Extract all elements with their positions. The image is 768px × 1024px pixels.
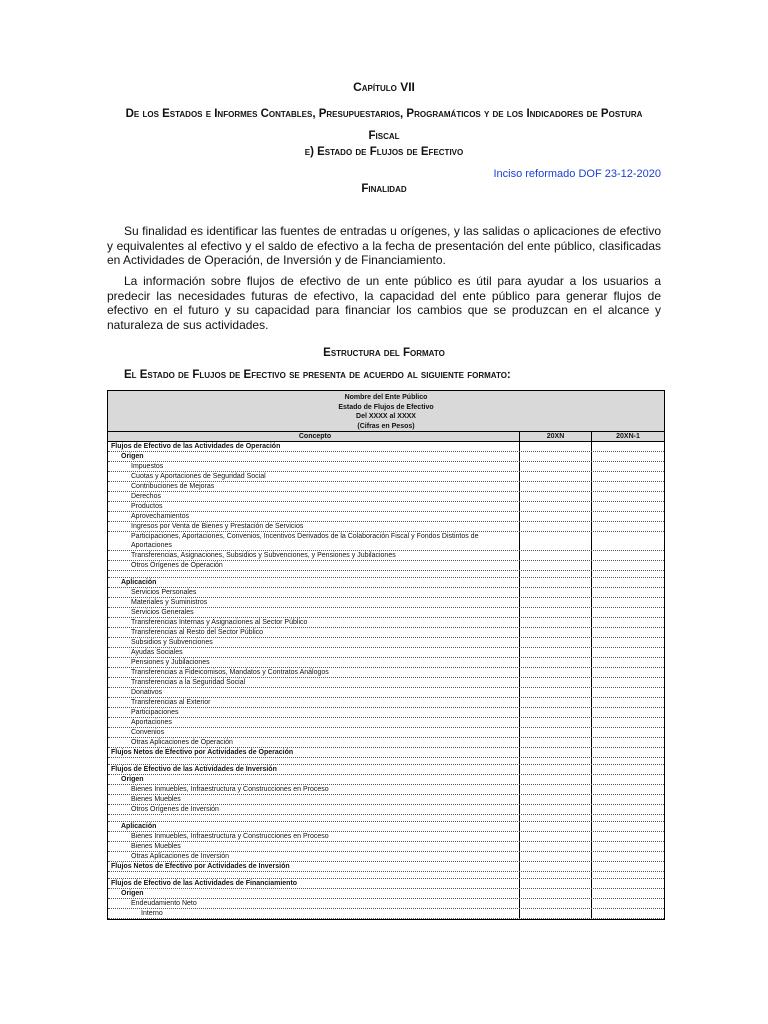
- table-row: [108, 889, 664, 899]
- table-row: [108, 899, 664, 909]
- year-cell: [520, 598, 592, 607]
- concept-cell: Flujos de Efectivo de las Actividades de Inversión: [108, 765, 520, 774]
- table-row: [108, 658, 664, 668]
- prev-year-cell: [592, 805, 664, 814]
- chapter-heading: Capítulo VII: [353, 80, 415, 94]
- table-row: [108, 571, 664, 578]
- prev-year-cell: [592, 842, 664, 851]
- year-cell: [520, 492, 592, 501]
- prev-year-cell: [592, 482, 664, 491]
- year-cell: [520, 758, 592, 764]
- year-cell: [520, 532, 592, 550]
- format-header: [108, 391, 664, 432]
- table-row: [108, 532, 664, 551]
- concept-cell: Interno: [108, 909, 520, 918]
- prev-year-cell: [592, 748, 664, 757]
- concept-cell: Cuotas y Aportaciones de Seguridad Social: [108, 472, 520, 481]
- table-row: [108, 822, 664, 832]
- table-row: [108, 618, 664, 628]
- format-intro: El Estado de Flujos de Efectivo se presenta de acuerdo al siguiente formato:: [124, 369, 511, 381]
- prev-year-cell: [592, 785, 664, 794]
- year-cell: [520, 698, 592, 707]
- year-cell: [520, 832, 592, 841]
- table-row: [108, 482, 664, 492]
- prev-year-cell: [592, 462, 664, 471]
- table-row: [108, 832, 664, 842]
- cash-flow-format-table: [107, 390, 665, 920]
- year-cell: [520, 765, 592, 774]
- section-subtitle: e) Estado de Flujos de Efectivo: [304, 146, 464, 158]
- table-row: [108, 628, 664, 638]
- table-row: [108, 472, 664, 482]
- year-cell: [520, 785, 592, 794]
- concept-cell: Bienes Muebles: [108, 842, 520, 851]
- prev-year-cell: [592, 648, 664, 657]
- table-row: [108, 598, 664, 608]
- reform-note: Inciso reformado DOF 23-12-2020: [493, 168, 661, 180]
- year-cell: [520, 708, 592, 717]
- year-cell: [520, 805, 592, 814]
- prev-year-cell: [592, 899, 664, 908]
- table-row: [108, 765, 664, 775]
- prev-year-cell: [592, 678, 664, 687]
- concept-cell: Flujos Netos de Efectivo por Actividades de Inversión: [108, 862, 520, 871]
- prev-year-cell: [592, 889, 664, 898]
- concept-cell: Aplicación: [108, 578, 520, 587]
- table-row: [108, 795, 664, 805]
- prev-year-cell: [592, 551, 664, 560]
- table-row: [108, 668, 664, 678]
- concept-cell: Materiales y Suministros: [108, 598, 520, 607]
- year-cell: [520, 472, 592, 481]
- year-cell: [520, 462, 592, 471]
- prev-year-cell: [592, 728, 664, 737]
- prev-year-cell: [592, 628, 664, 637]
- concept-cell: Derechos: [108, 492, 520, 501]
- prev-year-cell: [592, 862, 664, 871]
- table-row: [108, 785, 664, 795]
- concept-cell: Ayudas Sociales: [108, 648, 520, 657]
- concept-cell: Participaciones, Aportaciones, Convenios, Incentivos Derivados de la Colaboración Fiscal y Fondos Distintos de Aportaciones: [108, 532, 520, 550]
- concept-cell: Flujos de Efectivo de las Actividades de Operación: [108, 442, 520, 451]
- table-row: [108, 775, 664, 785]
- table-row: [108, 879, 664, 889]
- table-row: [108, 815, 664, 822]
- year-cell: [520, 668, 592, 677]
- prev-year-cell: [592, 688, 664, 697]
- table-row: [108, 678, 664, 688]
- table-row: [108, 462, 664, 472]
- prev-year-cell: [592, 492, 664, 501]
- prev-year-column-header: 20XN-1: [616, 433, 640, 440]
- concept-cell: Origen: [108, 775, 520, 784]
- table-row: [108, 442, 664, 452]
- concept-cell: Otras Aplicaciones de Inversión: [108, 852, 520, 861]
- prev-year-cell: [592, 765, 664, 774]
- table-row: [108, 502, 664, 512]
- prev-year-cell: [592, 815, 664, 821]
- concept-cell: Origen: [108, 452, 520, 461]
- prev-year-cell: [592, 738, 664, 747]
- table-row: [108, 452, 664, 462]
- table-row: [108, 561, 664, 571]
- table-row: [108, 805, 664, 815]
- table-row: [108, 872, 664, 879]
- prev-year-cell: [592, 758, 664, 764]
- concept-cell: Otros Orígenes de Operación: [108, 561, 520, 570]
- table-row: [108, 688, 664, 698]
- prev-year-cell: [592, 718, 664, 727]
- concept-cell: [108, 571, 520, 577]
- year-cell: [520, 658, 592, 667]
- concept-cell: Transferencias a Fideicomisos, Mandatos y Contratos Análogos: [108, 668, 520, 677]
- year-cell: [520, 452, 592, 461]
- table-row: [108, 588, 664, 598]
- concept-cell: Otras Aplicaciones de Operación: [108, 738, 520, 747]
- year-cell: [520, 608, 592, 617]
- column-header-row: [108, 432, 664, 442]
- table-row: [108, 648, 664, 658]
- prev-year-cell: [592, 532, 664, 550]
- table-row: [108, 522, 664, 532]
- year-cell: [520, 872, 592, 878]
- concept-cell: Aportaciones: [108, 718, 520, 727]
- year-cell: [520, 852, 592, 861]
- prev-year-cell: [592, 472, 664, 481]
- prev-year-cell: [592, 618, 664, 627]
- table-row: [108, 909, 664, 919]
- year-cell: [520, 775, 592, 784]
- year-cell: [520, 688, 592, 697]
- concept-cell: [108, 872, 520, 878]
- year-cell: [520, 718, 592, 727]
- concept-cell: Transferencias al Exterior: [108, 698, 520, 707]
- estructura-heading: Estructura del Formato: [323, 347, 445, 359]
- concept-cell: Otros Orígenes de Inversión: [108, 805, 520, 814]
- year-cell: [520, 862, 592, 871]
- table-body: [108, 442, 664, 919]
- table-row: [108, 608, 664, 618]
- year-cell: [520, 648, 592, 657]
- currency-note: (Cifras en Pesos): [357, 422, 415, 430]
- concept-cell: Donativos: [108, 688, 520, 697]
- year-cell: [520, 638, 592, 647]
- statement-name: Estado de Flujos de Efectivo: [338, 403, 434, 411]
- year-cell: [520, 551, 592, 560]
- prev-year-cell: [592, 668, 664, 677]
- finalidad-heading: Finalidad: [361, 183, 407, 195]
- prev-year-cell: [592, 822, 664, 831]
- year-cell: [520, 618, 592, 627]
- concept-cell: Impuestos: [108, 462, 520, 471]
- prev-year-cell: [592, 578, 664, 587]
- prev-year-cell: [592, 452, 664, 461]
- year-cell: [520, 748, 592, 757]
- table-row: [108, 728, 664, 738]
- prev-year-cell: [592, 775, 664, 784]
- concept-cell: Participaciones: [108, 708, 520, 717]
- prev-year-cell: [592, 502, 664, 511]
- prev-year-cell: [592, 442, 664, 451]
- concept-cell: Ingresos por Venta de Bienes y Prestación de Servicios: [108, 522, 520, 531]
- concept-cell: Transferencias a la Seguridad Social: [108, 678, 520, 687]
- year-cell: [520, 728, 592, 737]
- prev-year-cell: [592, 608, 664, 617]
- prev-year-cell: [592, 832, 664, 841]
- year-cell: [520, 899, 592, 908]
- concept-cell: Contribuciones de Mejoras: [108, 482, 520, 491]
- table-row: [108, 748, 664, 758]
- prev-year-cell: [592, 588, 664, 597]
- year-cell: [520, 842, 592, 851]
- table-row: [108, 718, 664, 728]
- table-row: [108, 638, 664, 648]
- year-cell: [520, 795, 592, 804]
- prev-year-cell: [592, 708, 664, 717]
- concept-cell: Servicios Personales: [108, 588, 520, 597]
- table-row: [108, 578, 664, 588]
- prev-year-cell: [592, 909, 664, 918]
- paragraph-purpose: Su finalidad es identificar las fuentes de entradas u orígenes, y las salidas o aplicaciones de efectivo y equivalentes al efectivo y el saldo de efectivo a la fecha de presentación del ente público, clasificadas en Actividades de Operación, de Inversión y de Financiamiento.: [107, 224, 661, 268]
- year-cell: [520, 442, 592, 451]
- concept-cell: Subsidios y Subvenciones: [108, 638, 520, 647]
- concept-cell: Servicios Generales: [108, 608, 520, 617]
- concept-cell: Endeudamiento Neto: [108, 899, 520, 908]
- year-cell: [520, 815, 592, 821]
- prev-year-cell: [592, 598, 664, 607]
- concept-cell: Bienes Inmuebles, Infraestructura y Construcciones en Proceso: [108, 785, 520, 794]
- concept-cell: Flujos de Efectivo de las Actividades de Financiamiento: [108, 879, 520, 888]
- concept-cell: Transferencias al Resto del Sector Público: [108, 628, 520, 637]
- table-row: [108, 862, 664, 872]
- chapter-title: De los Estados e Informes Contables, Presupuestarios, Programáticos y de los Indicadores de Postura Fiscal: [125, 108, 643, 142]
- prev-year-cell: [592, 638, 664, 647]
- concept-cell: Bienes Muebles: [108, 795, 520, 804]
- entity-name: Nombre del Ente Público: [344, 394, 428, 401]
- table-row: [108, 551, 664, 561]
- year-cell: [520, 909, 592, 918]
- year-cell: [520, 502, 592, 511]
- concept-cell: Origen: [108, 889, 520, 898]
- concept-cell: [108, 758, 520, 764]
- year-cell: [520, 738, 592, 747]
- prev-year-cell: [592, 852, 664, 861]
- concept-cell: Transferencias, Asignaciones, Subsidios y Subvenciones, y Pensiones y Jubilaciones: [108, 551, 520, 560]
- year-cell: [520, 571, 592, 577]
- concept-cell: Flujos Netos de Efectivo por Actividades de Operación: [108, 748, 520, 757]
- table-row: [108, 852, 664, 862]
- paragraph-usefulness: La información sobre flujos de efectivo de un ente público es útil para ayudar a los usuarios a predecir las necesidades futuras de efectivo, la capacidad del ente público para generar flujos de efectivo en el futuro y su capacidad para financiar los cambios que se produzcan en el alcance y naturaleza de sus actividades.: [107, 274, 661, 332]
- year-cell: [520, 822, 592, 831]
- table-row: [108, 708, 664, 718]
- year-cell: [520, 512, 592, 521]
- concept-cell: Convenios: [108, 728, 520, 737]
- concept-cell: Transferencias Internas y Asignaciones al Sector Público: [108, 618, 520, 627]
- year-cell: [520, 482, 592, 491]
- year-cell: [520, 628, 592, 637]
- concept-cell: Productos: [108, 502, 520, 511]
- year-cell: [520, 522, 592, 531]
- table-row: [108, 512, 664, 522]
- prev-year-cell: [592, 658, 664, 667]
- table-row: [108, 492, 664, 502]
- table-row: [108, 842, 664, 852]
- concept-cell: Pensiones y Jubilaciones: [108, 658, 520, 667]
- concept-cell: Aprovechamientos: [108, 512, 520, 521]
- concept-cell: Aplicación: [108, 822, 520, 831]
- prev-year-cell: [592, 561, 664, 570]
- prev-year-cell: [592, 872, 664, 878]
- year-cell: [520, 578, 592, 587]
- concept-cell: Bienes Inmuebles, Infraestructura y Construcciones en Proceso: [108, 832, 520, 841]
- period: Del XXXX al XXXX: [356, 413, 416, 420]
- prev-year-cell: [592, 512, 664, 521]
- year-cell: [520, 588, 592, 597]
- year-column-header: 20XN: [520, 432, 592, 441]
- table-row: [108, 758, 664, 765]
- year-cell: [520, 678, 592, 687]
- year-cell: [520, 889, 592, 898]
- table-row: [108, 698, 664, 708]
- prev-year-cell: [592, 698, 664, 707]
- year-cell: [520, 561, 592, 570]
- year-cell: [520, 879, 592, 888]
- concept-cell: [108, 815, 520, 821]
- concept-column-header: Concepto: [108, 432, 520, 441]
- table-row: [108, 738, 664, 748]
- prev-year-cell: [592, 879, 664, 888]
- prev-year-cell: [592, 795, 664, 804]
- prev-year-cell: [592, 522, 664, 531]
- prev-year-cell: [592, 571, 664, 577]
